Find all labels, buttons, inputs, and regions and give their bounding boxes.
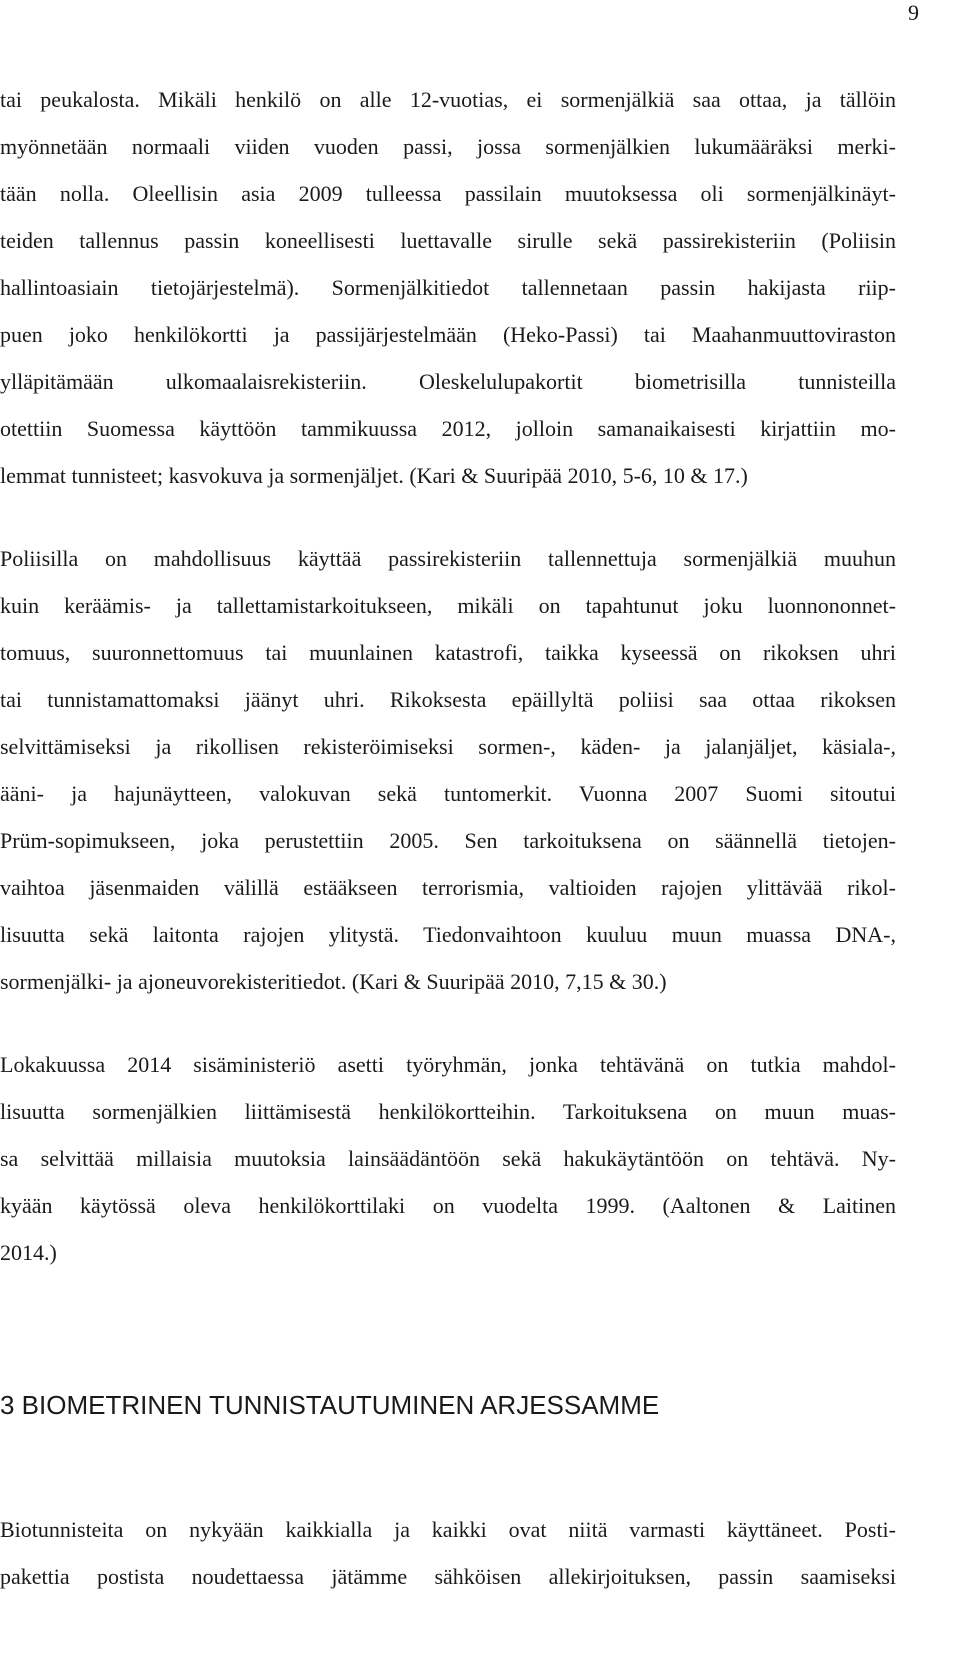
text-line: tai peukalosta. Mikäli henkilö on alle 12-vuotias, ei sormenjälkiä saa ottaa, ja tällöin (0, 87, 896, 112)
text-line: tomuus, suuronnettomuus tai muunlainen katastrofi, taikka kyseessä on rikoksen uhri (0, 640, 896, 665)
text-line: teiden tallennus passin koneellisesti luettavalle sirulle sekä passirekisteriin (Poliisin (0, 228, 896, 253)
text-line: kyään käytössä oleva henkilökorttilaki on vuodelta 1999. (Aaltonen & Laitinen (0, 1193, 896, 1218)
text-line: 2014.) (0, 1240, 57, 1265)
text-line: vaihtoa jäsenmaiden välillä estääkseen terrorismia, valtioiden rajojen ylittävää rikol- (0, 875, 896, 900)
page-number: 9 (908, 0, 919, 25)
text-line: puen joko henkilökortti ja passijärjestelmään (Heko-Passi) tai Maahanmuuttoviraston (0, 322, 896, 347)
text-line: kuin keräämis- ja tallettamistarkoitukseen, mikäli on tapahtunut joku luonnononnet- (0, 593, 896, 618)
text-line: otettiin Suomessa käyttöön tammikuussa 2012, jolloin samanaikaisesti kirjattiin mo- (0, 416, 896, 441)
text-line: hallintoasiain tietojärjestelmä). Sormenjälkitiedot tallennetaan passin hakijasta riip- (0, 275, 896, 300)
text-line: pakettia postista noudettaessa jätämme sähköisen allekirjoituksen, passin saamiseksi (0, 1564, 896, 1589)
text-line: lisuutta sekä laitonta rajojen ylitystä. Tiedonvaihtoon kuuluu muun muassa DNA-, (0, 922, 896, 947)
text-line: lemmat tunnisteet; kasvokuva ja sormenjäljet. (Kari & Suuripää 2010, 5-6, 10 & 17.) (0, 463, 748, 488)
text-line: sa selvittää millaisia muutoksia lainsäädäntöön sekä hakukäytäntöön on tehtävä. Ny- (0, 1146, 896, 1171)
text-line: Prüm-sopimukseen, joka perustettiin 2005. Sen tarkoituksena on säännellä tietojen- (0, 828, 896, 853)
section-heading: 3 BIOMETRINEN TUNNISTAUTUMINEN ARJESSAMME (0, 1390, 660, 1420)
text-line: tai tunnistamattomaksi jäänyt uhri. Rikoksesta epäillyltä poliisi saa ottaa rikoksen (0, 687, 896, 712)
text-line: selvittämiseksi ja rikollisen rekisteröimiseksi sormen-, käden- ja jalanjäljet, käsiala-, (0, 734, 896, 759)
text-line: myönnetään normaali viiden vuoden passi, jossa sormenjälkien lukumääräksi merki- (0, 134, 896, 159)
text-line: ääni- ja hajunäytteen, valokuvan sekä tuntomerkit. Vuonna 2007 Suomi sitoutui (0, 781, 896, 806)
text-line: sormenjälki- ja ajoneuvorekisteritiedot. (Kari & Suuripää 2010, 7,15 & 30.) (0, 969, 667, 994)
text-line: tään nolla. Oleellisin asia 2009 tulleessa passilain muutoksessa oli sormenjälkinäyt- (0, 181, 896, 206)
text-line: ylläpitämään ulkomaalaisrekisteriin. Oleskelulupakortit biometrisilla tunnisteilla (0, 369, 896, 394)
text-line: Lokakuussa 2014 sisäministeriö asetti työryhmän, jonka tehtävänä on tutkia mahdol- (0, 1052, 896, 1077)
text-line: Biotunnisteita on nykyään kaikkialla ja kaikki ovat niitä varmasti käyttäneet. Posti- (0, 1517, 896, 1542)
text-line: lisuutta sormenjälkien liittämisestä henkilökortteihin. Tarkoituksena on muun muas- (0, 1099, 896, 1124)
text-line: Poliisilla on mahdollisuus käyttää passirekisteriin tallennettuja sormenjälkiä muuhun (0, 546, 896, 571)
